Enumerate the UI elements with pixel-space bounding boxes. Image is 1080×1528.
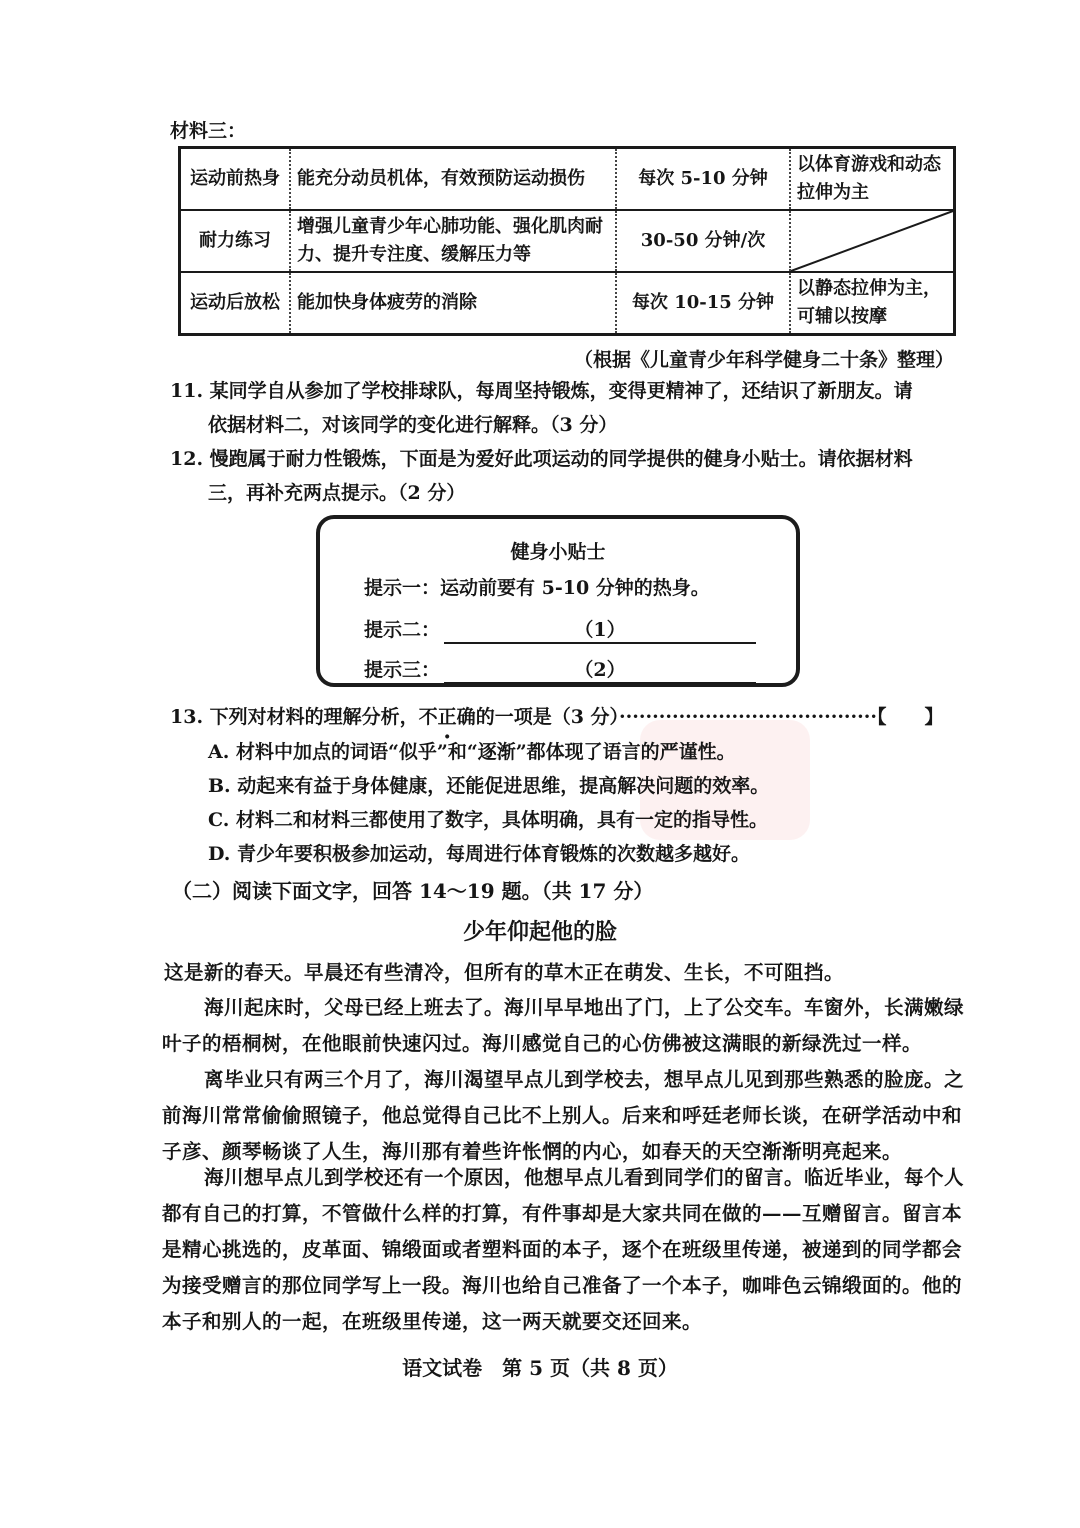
table-cell-empty-slash [790, 210, 955, 272]
question-11-line-2: 依据材料二，对该同学的变化进行解释。（3 分） [208, 414, 618, 436]
table-cell-name: 耐力练习 [180, 210, 291, 272]
table-cell-effect: 能加快身体疲劳的消除 [290, 272, 616, 335]
table-cell-time: 每次 10-15 分钟 [616, 272, 790, 335]
tip-three-label: 提示三： [364, 659, 441, 681]
section-heading: （二）阅读下面文字，回答 14～19 题。（共 17 分） [172, 879, 654, 903]
tip-three [364, 655, 756, 684]
tip-two-blank[interactable]: （1） [444, 615, 756, 644]
diagonal-line-icon [791, 211, 953, 271]
article-paragraph: 海川想早点儿到学校还有一个原因，他想早点儿看到同学们的留言。临近毕业，每个人都有自己的打算，不管做什么样的打算，有件事却是大家共同在做的——互赠留言。留言本是精心挑选的，皮革面、锦缎面或者塑料面的本子，逐个在班级里传递，被递到的同学都会为接受赠言的那位同学写上一段。海川也给自己准备了一个本子，咖啡色云锦缎面的。他的本子和别人的一起，在班级里传递，这一两天就要交还回来。 [162, 1166, 965, 1333]
question-13-leader: ······································· [619, 706, 878, 728]
article-paragraph: 离毕业只有两三个月了，海川渴望早点儿到学校去，想早点儿见到那些熟悉的脸庞。之前海川常常偷偷照镜子，他总觉得自己比不上别人。后来和呼廷老师长谈，在研学活动中和子彦、颜琴畅谈了人生，海川那有着些许怅惘的内心，如春天的天空渐渐明亮起来。 [162, 1068, 965, 1163]
table-cell-time: 每次 5-10 分钟 [616, 148, 790, 211]
answer-bracket[interactable]: 【 】 [877, 706, 944, 728]
table-row [180, 210, 955, 272]
article-paragraph: 海川起床时，父母已经上班去了。海川早早地出了门，上了公交车。车窗外，长满嫩绿叶子的梧桐树，在他眼前快速闪过。海川感觉自己的心仿佛被这满眼的新绿洗过一样。 [162, 996, 965, 1055]
question-12-line-1: 12. 慢跑属于耐力性锻炼，下面是为爱好此项运动的同学提供的健身小贴士。请依据材料 [170, 448, 913, 470]
article-paragraph: 这是新的春天。早晨还有些清冷，但所有的草木正在萌发、生长，不可阻挡。 [164, 961, 845, 984]
option-a: A. 材料中加点的词语“似乎”和“逐渐”都体现了语言的严谨性。 [208, 741, 736, 763]
question-13-prefix: 13. 下列对材料的理解分析， [170, 706, 419, 728]
tip-two-label: 提示二： [364, 619, 441, 641]
tips-title: 健身小贴士 [510, 541, 606, 563]
option-b: B. 动起来有益于身体健康，还能促进思维，提高解决问题的效率。 [208, 775, 770, 797]
table-source: （根据《儿童青少年科学健身二十条》整理） [573, 349, 954, 371]
table-row [180, 272, 955, 335]
question-12-line-2: 三，再补充两点提示。（2 分） [208, 482, 466, 504]
tip-three-blank[interactable]: （2） [444, 655, 756, 684]
material-label: 材料三： [170, 120, 247, 142]
table-cell-effect: 能充分动员机体，有效预防运动损伤 [290, 148, 616, 211]
article-title: 少年仰起他的脸 [462, 919, 617, 945]
table-cell-name: 运动前热身 [180, 148, 291, 211]
table-row [180, 148, 955, 211]
fitness-tips-box [316, 515, 800, 687]
option-d: D. 青少年要积极参加运动，每周进行体育锻炼的次数越多越好。 [208, 843, 751, 865]
question-11-line-1: 11. 某同学自从参加了学校排球队，每周坚持锻炼，变得更精神了，还结识了新朋友。请 [170, 380, 913, 402]
question-13-stem [170, 702, 970, 732]
material-table [178, 146, 956, 336]
tip-two [364, 615, 756, 644]
question-13-emphasis: 不正确 [418, 706, 476, 728]
table-cell-method: 以体育游戏和动态拉伸为主 [790, 148, 955, 211]
option-c: C. 材料二和材料三都使用了数字，具体明确，具有一定的指导性。 [208, 809, 769, 831]
table-cell-effect: 增强儿童青少年心肺功能、强化肌肉耐力、提升专注度、缓解压力等 [290, 210, 616, 272]
tip-one: 提示一：运动前要有 5-10 分钟的热身。 [364, 577, 710, 599]
table-cell-name: 运动后放松 [180, 272, 291, 335]
table-cell-method: 以静态拉伸为主，可辅以按摩 [797, 278, 941, 327]
question-13-suffix: 的一项是（3 分） [475, 706, 620, 728]
table-cell-time: 30-50 分钟/次 [616, 210, 790, 272]
page-footer: 语文试卷 第 5 页（共 8 页） [402, 1356, 678, 1380]
